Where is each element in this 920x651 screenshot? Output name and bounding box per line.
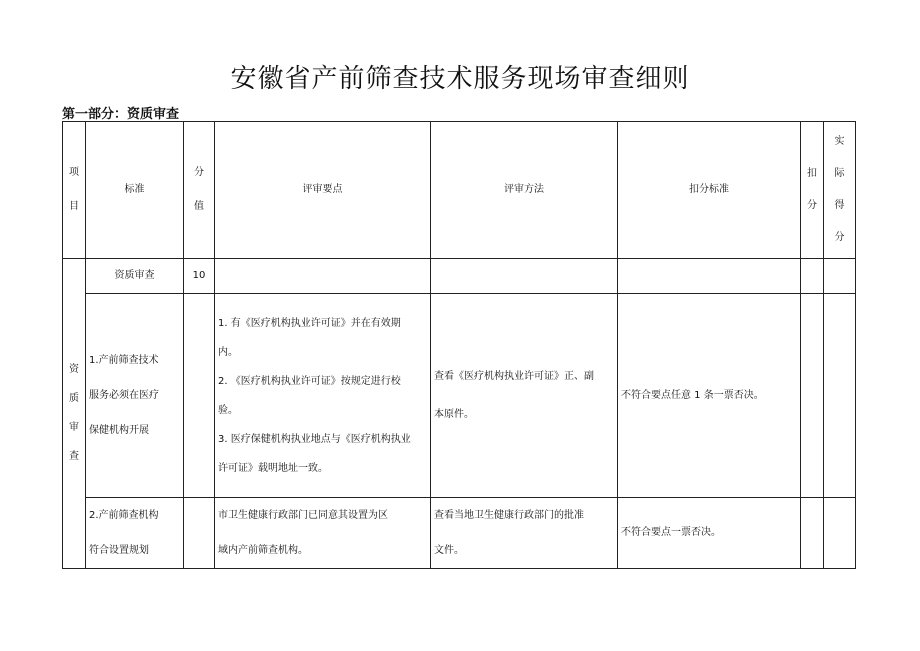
summary-deduction-standard [618, 259, 801, 294]
row1-standard-line-2: 服务必须在医疗 [89, 390, 159, 401]
row2-key-point-line-1: 市卫生健康行政部门已同意其设置为区 [218, 510, 388, 521]
header-deduction-char-2: 分 [807, 200, 817, 211]
row2-score [184, 498, 215, 569]
row1-standard [86, 294, 184, 498]
row2-deduction [801, 498, 824, 569]
header-deduction-cell [801, 122, 824, 259]
group-item-char-1: 资 [69, 364, 79, 375]
header-row [63, 122, 856, 259]
row1-method-line-2: 本原件。 [434, 408, 474, 420]
row1-method-line-1: 查看《医疗机构执业许可证》正、副 [434, 370, 594, 382]
review-table [62, 121, 856, 569]
row1-method [431, 294, 618, 498]
row1-deduction [801, 294, 824, 498]
header-score-cell [184, 122, 215, 259]
header-actual-score-cell [824, 122, 856, 259]
row1-standard-line-1: 1.产前筛查技术 [89, 355, 159, 366]
header-key-points: 评审要点 [215, 122, 431, 259]
row1-key-point-line-4: 验。 [218, 404, 238, 416]
header-actual-char-4: 分 [834, 232, 845, 243]
row2-deduction-standard: 不符合要点一票否决。 [618, 498, 801, 569]
row2-standard-line-1: 2.产前筛查机构 [89, 510, 159, 521]
summary-score: 10 [184, 259, 215, 294]
header-actual-char-3: 得 [834, 200, 845, 211]
row2-standard [86, 498, 184, 569]
group-item-char-4: 查 [69, 451, 79, 462]
section-heading: 第一部分：资质审查 [62, 107, 180, 122]
summary-deduction [801, 259, 824, 294]
row1-actual-score [824, 294, 856, 498]
row1-key-point-line-2: 内。 [218, 346, 238, 358]
row1-score [184, 294, 215, 498]
summary-standard: 资质审查 [86, 259, 184, 294]
header-item-char-2: 目 [69, 201, 79, 212]
summary-method [431, 259, 618, 294]
row2-method-line-1: 查看当地卫生健康行政部门的批准 [434, 510, 584, 521]
header-score-char-2: 值 [194, 201, 204, 212]
table-row [63, 498, 856, 569]
row1-key-point-line-3: 2. 《医疗机构执业许可证》按规定进行校 [218, 375, 401, 387]
row2-key-points [215, 498, 431, 569]
summary-row [63, 259, 856, 294]
group-item-char-2: 质 [69, 393, 79, 404]
header-actual-char-1: 实 [834, 136, 845, 147]
header-item-cell [63, 122, 86, 259]
row1-deduction-standard: 不符合要点任意 1 条一票否决。 [618, 294, 801, 498]
row2-actual-score [824, 498, 856, 569]
row2-method-line-2: 文件。 [434, 545, 464, 556]
header-standard: 标准 [86, 122, 184, 259]
row1-standard-line-3: 保健机构开展 [89, 425, 149, 436]
row2-key-point-line-2: 域内产前筛查机构。 [218, 545, 308, 556]
row2-method [431, 498, 618, 569]
header-deduction-char-1: 扣 [807, 168, 817, 179]
header-method: 评审方法 [431, 122, 618, 259]
header-item-char-1: 项 [69, 167, 79, 178]
row2-standard-line-2: 符合设置规划 [89, 545, 149, 556]
header-actual-char-2: 际 [834, 168, 845, 179]
document-title: 安徽省产前筛查技术服务现场审查细则 [230, 64, 690, 94]
group-item-cell [63, 259, 86, 569]
summary-key-points [215, 259, 431, 294]
group-item-char-3: 审 [69, 422, 79, 433]
summary-actual-score [824, 259, 856, 294]
row1-key-point-line-6: 许可证》载明地址一致。 [218, 462, 328, 474]
header-deduction-standard: 扣分标准 [618, 122, 801, 259]
table-row [63, 294, 856, 498]
row1-key-point-line-5: 3. 医疗保健机构执业地点与《医疗机构执业 [218, 433, 411, 445]
row1-key-point-line-1: 1. 有《医疗机构执业许可证》并在有效期 [218, 317, 401, 329]
row1-key-points [215, 294, 431, 498]
header-score-char-1: 分 [194, 167, 204, 178]
